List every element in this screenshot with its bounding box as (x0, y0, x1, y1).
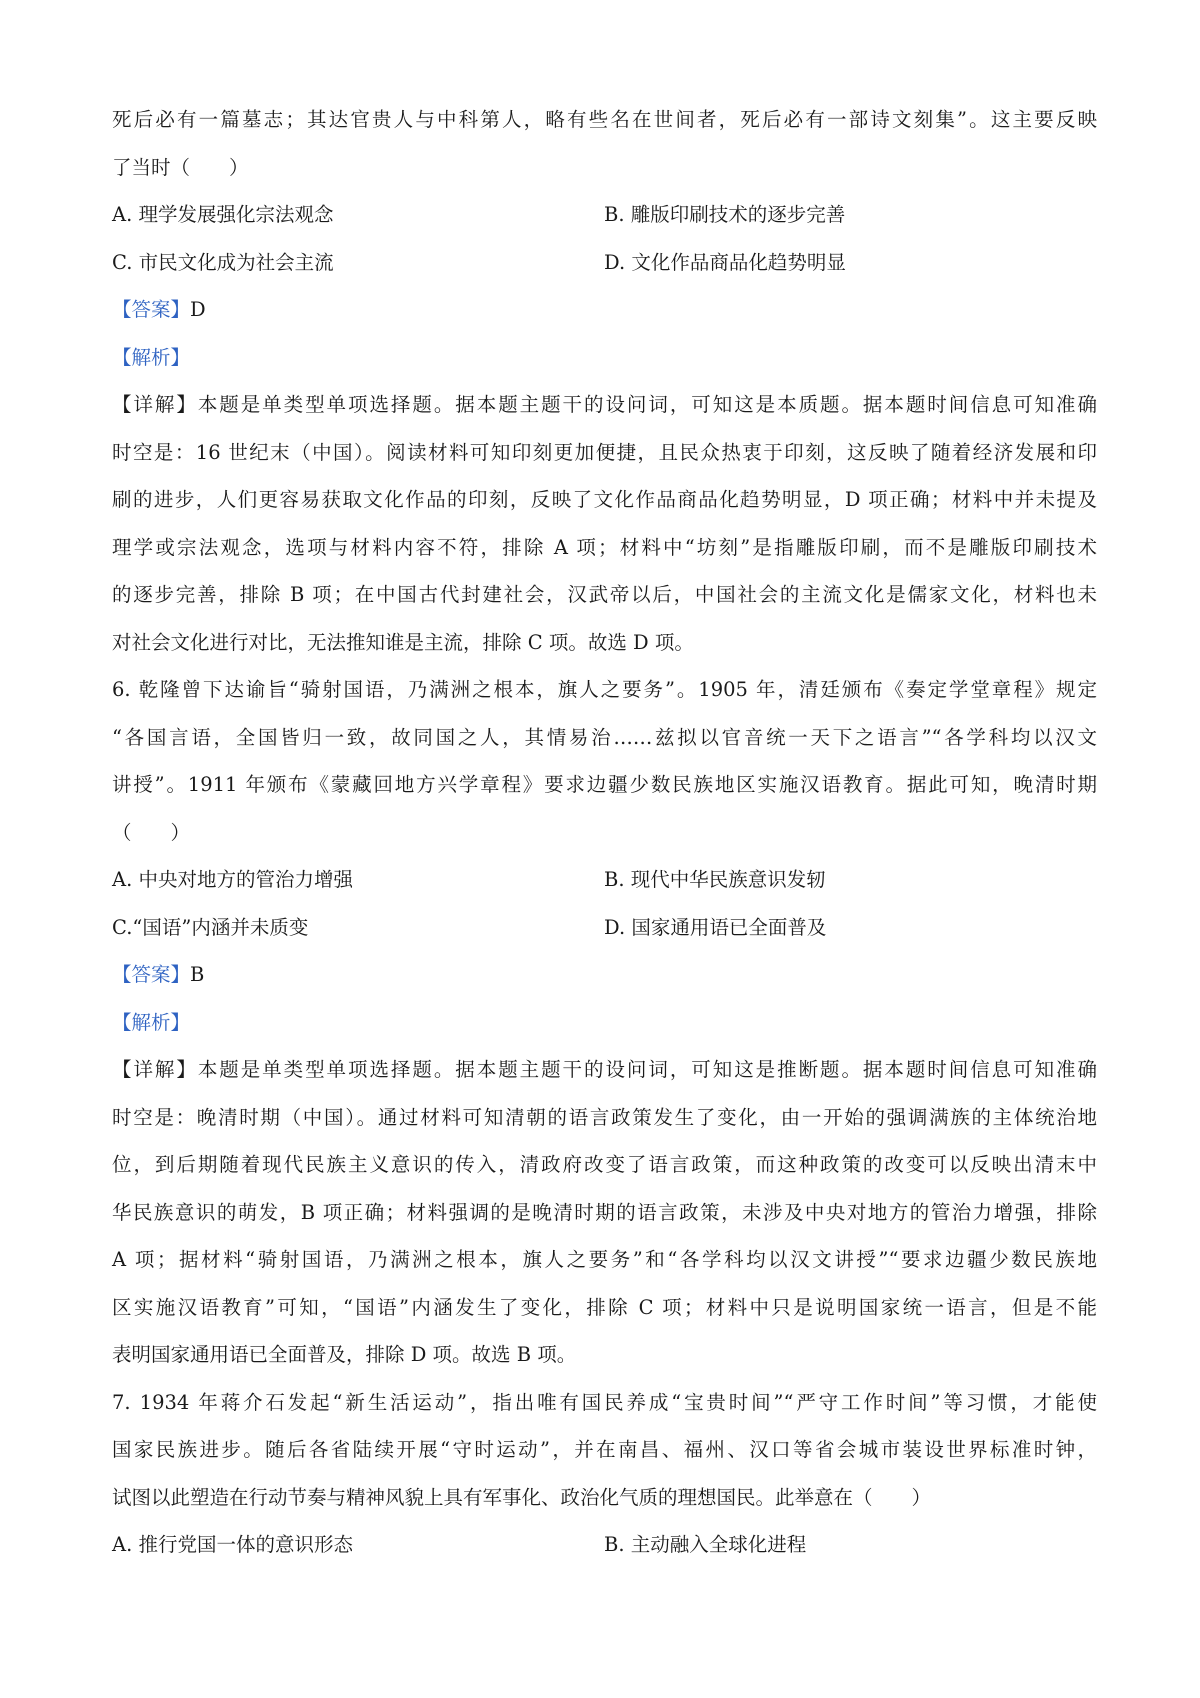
answer-tag: 【答案】 (112, 298, 191, 321)
detail-line: 【详解】本题是单类型单项选择题。据本题主题干的设问词，可知这是推断题。据本题时间信息可知准确 (112, 1058, 1097, 1081)
question-stem-line: 试图以此塑造在行动节奏与精神风貌上具有军事化、政治化气质的理想国民。此举意在（ ） (112, 1485, 932, 1509)
detail-line: 对社会文化进行对比，无法推知谁是主流，排除 C 项。故选 D 项。 (112, 630, 694, 654)
detail-line: 时空是：16 世纪末（中国）。阅读材料可知印刻更加便捷，且民众热衷于印刻，这反映了随着经济发展和印 (112, 440, 1097, 464)
detail-line: 位，到后期随着现代民族主义意识的传入，清政府改变了语言政策，而这种政策的改变可以反映出清末中 (112, 1153, 1097, 1176)
answer-line (112, 286, 1097, 334)
options-row (112, 1521, 1097, 1569)
detail-line: 表明国家通用语已全面普及，排除 D 项。故选 B 项。 (112, 1343, 577, 1366)
detail-line: A 项；据材料“骑射国语，乃满洲之根本，旗人之要务”和“各学科均以汉文讲授”“要求边疆少数民族地 (112, 1248, 1097, 1271)
question-stem-line: 7. 1934 年蒋介石发起“新生活运动”，指出唯有国民养成“宝贵时间”“严守工作时间”等习惯，才能使 (112, 1390, 1097, 1414)
question-stem-line: （ ） (112, 820, 191, 844)
question-stem-line: 死后必有一篇墓志；其达官贵人与中科第人，略有些名在世间者，死后必有一部诗文刻集”。这主要反映 (112, 108, 1097, 131)
question-7 (112, 1379, 1097, 1569)
answer-line (112, 951, 1097, 999)
option-d: D. 国家通用语已全面普及 (604, 915, 827, 939)
analysis-tag: 【解析】 (112, 1010, 191, 1034)
option-b: B. 现代中华民族意识发轫 (604, 868, 826, 891)
options-row (112, 239, 1097, 287)
options-row (112, 856, 1097, 904)
question-5 (112, 96, 1097, 666)
option-d: D. 文化作品商品化趋势明显 (604, 250, 846, 274)
question-stem-line: “各国言语，全国皆归一致，故同国之人，其情易治……兹拟以官音统一天下之语言”“各学科均以汉文 (112, 725, 1097, 749)
answer-value: D (190, 298, 206, 321)
detail-line: 区实施汉语教育”可知，“国语”内涵发生了变化，排除 C 项；材料中只是说明国家统一语言，但是不能 (112, 1295, 1097, 1319)
question-stem-line: 讲授”。1911 年颁布《蒙藏回地方兴学章程》要求边疆少数民族地区实施汉语教育。据此可知，晚清时期 (112, 773, 1097, 796)
question-stem-line: 国家民族进步。随后各省陆续开展“守时运动”，并在南昌、福州、汉口等省会城市装设世界标准时钟， (112, 1438, 1097, 1461)
options-row (112, 904, 1097, 952)
detail-line: 刷的进步，人们更容易获取文化作品的印刻，反映了文化作品商品化趋势明显，D 项正确；材料中并未提及 (112, 488, 1097, 511)
option-b: B. 主动融入全球化进程 (604, 1533, 807, 1556)
question-stem-line: 6. 乾隆曾下达谕旨“骑射国语，乃满洲之根本，旗人之要务”。1905 年，清廷颁布《奏定学堂章程》规定 (112, 678, 1097, 701)
answer-tag: 【答案】 (112, 963, 191, 986)
option-a: A. 中央对地方的管治力增强 (112, 868, 353, 891)
exam-page (112, 96, 1097, 1569)
option-c: C.“国语”内涵并未质变 (112, 915, 309, 939)
detail-line: 时空是：晚清时期（中国）。通过材料可知清朝的语言政策发生了变化，由一开始的强调满族的主体统治地 (112, 1105, 1097, 1129)
option-a: A. 推行党国一体的意识形态 (112, 1533, 353, 1556)
detail-line: 的逐步完善，排除 B 项；在中国古代封建社会，汉武帝以后，中国社会的主流文化是儒家文化，材料也未 (112, 583, 1097, 606)
option-c: C. 市民文化成为社会主流 (112, 250, 334, 274)
analysis-line (112, 334, 1097, 382)
question-stem-line: 了当时（ ） (112, 155, 249, 179)
detail-line: 【详解】本题是单类型单项选择题。据本题主题干的设问词，可知这是本质题。据本题时间信息可知准确 (112, 393, 1097, 416)
detail-line: 理学或宗法观念，选项与材料内容不符，排除 A 项；材料中“坊刻”是指雕版印刷，而不是雕版印刷技术 (112, 535, 1097, 559)
options-row (112, 191, 1097, 239)
answer-value: B (190, 963, 205, 986)
question-6 (112, 666, 1097, 1379)
detail-line: 华民族意识的萌发，B 项正确；材料强调的是晚清时期的语言政策，未涉及中央对地方的管治力增强，排除 (112, 1200, 1097, 1224)
analysis-tag: 【解析】 (112, 345, 191, 369)
option-a: A. 理学发展强化宗法观念 (112, 203, 334, 226)
option-b: B. 雕版印刷技术的逐步完善 (604, 203, 846, 226)
analysis-line (112, 999, 1097, 1047)
